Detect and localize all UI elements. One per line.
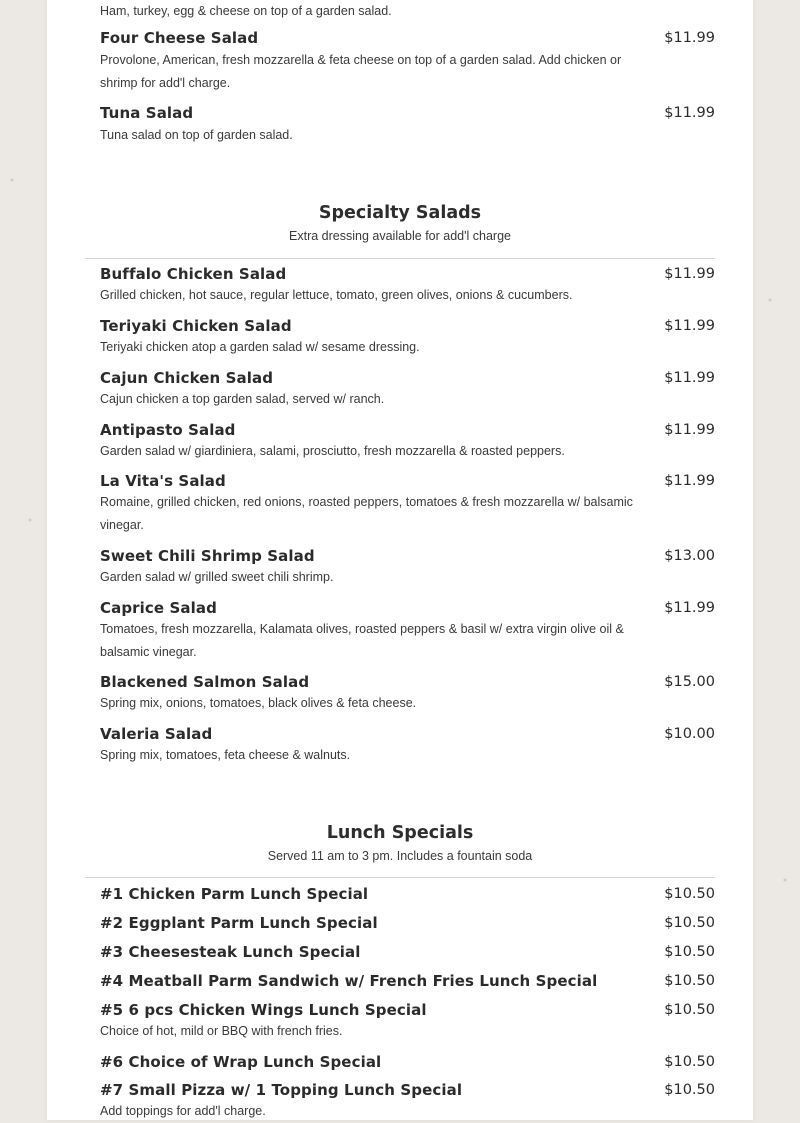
item-name: Blackened Salmon Salad	[100, 673, 310, 691]
item-description: Garden salad w/ giardiniera, salami, prosciutto, fresh mozzarella & roasted peppers.	[100, 444, 565, 458]
item-price: $11.99	[664, 473, 715, 489]
item-price: $10.50	[664, 944, 715, 960]
item-price: $11.99	[664, 266, 715, 282]
menu-item[interactable]	[100, 1000, 715, 1043]
item-name: Tuna Salad	[100, 104, 194, 122]
item-name: Caprice Salad	[100, 599, 217, 617]
item-description: Spring mix, tomatoes, feta cheese & walnuts.	[100, 748, 351, 762]
item-price: $10.50	[664, 973, 715, 989]
item-name: #7 Small Pizza w/ 1 Topping Lunch Special	[100, 1081, 463, 1099]
item-name: Buffalo Chicken Salad	[100, 265, 287, 283]
item-price: $11.99	[664, 370, 715, 386]
menu-item[interactable]	[100, 103, 715, 147]
item-price: $10.50	[664, 886, 715, 902]
item-price: $10.50	[664, 1002, 715, 1018]
menu-item[interactable]	[100, 913, 715, 933]
menu-item[interactable]	[100, 942, 715, 962]
item-description: Ham, turkey, egg & cheese on top of a garden salad.	[100, 4, 392, 18]
item-price: $11.99	[664, 318, 715, 334]
item-description: Grilled chicken, hot sauce, regular lettuce, tomato, green olives, onions & cucumbers.	[100, 288, 573, 302]
item-price: $11.99	[664, 30, 715, 46]
section-divider	[85, 258, 715, 259]
menu-item[interactable]	[100, 884, 715, 904]
menu-item[interactable]	[100, 420, 715, 463]
menu-page	[47, 0, 753, 1120]
menu-item[interactable]	[100, 1080, 715, 1123]
menu-item[interactable]	[100, 971, 715, 991]
item-price: $11.99	[664, 600, 715, 616]
item-price: $10.50	[664, 1054, 715, 1070]
menu-item[interactable]	[100, 672, 715, 715]
menu-item[interactable]	[100, 1052, 715, 1072]
item-price: $10.00	[664, 726, 715, 742]
item-name: Cajun Chicken Salad	[100, 369, 274, 387]
section-header-specialty	[85, 201, 715, 245]
item-price: $13.00	[664, 548, 715, 564]
item-name: #6 Choice of Wrap Lunch Special	[100, 1053, 382, 1071]
item-price: $11.99	[664, 422, 715, 438]
item-name: Teriyaki Chicken Salad	[100, 317, 292, 335]
section-header-lunch	[85, 821, 715, 865]
item-price: $10.50	[664, 915, 715, 931]
item-price: $11.99	[664, 105, 715, 121]
item-name: #2 Eggplant Parm Lunch Special	[100, 914, 378, 932]
menu-item[interactable]	[100, 264, 715, 307]
item-description: Provolone, American, fresh mozzarella & feta cheese on top of a garden salad. Add chicken or shrimp for add'l charge.	[100, 53, 622, 90]
menu-item[interactable]	[100, 471, 715, 537]
item-description: Add toppings for add'l charge.	[100, 1104, 266, 1118]
menu-item[interactable]	[100, 368, 715, 411]
item-name: #1 Chicken Parm Lunch Special	[100, 885, 369, 903]
section-title: Specialty Salads	[318, 203, 482, 223]
item-description: Spring mix, onions, tomatoes, black olives & feta cheese.	[100, 696, 417, 710]
item-price: $15.00	[664, 674, 715, 690]
section-divider	[85, 877, 715, 878]
section-subtitle: Served 11 am to 3 pm. Includes a fountain soda	[267, 849, 533, 863]
item-name: Sweet Chili Shrimp Salad	[100, 547, 315, 565]
item-price: $10.50	[664, 1082, 715, 1098]
menu-item[interactable]	[100, 546, 715, 589]
item-name: #5 6 pcs Chicken Wings Lunch Special	[100, 1001, 427, 1019]
section-title: Lunch Specials	[326, 823, 474, 843]
menu-item[interactable]	[100, 28, 715, 95]
item-name: #3 Cheesesteak Lunch Special	[100, 943, 361, 961]
item-name: #4 Meatball Parm Sandwich w/ French Fries Lunch Special	[100, 972, 598, 990]
menu-item[interactable]	[100, 0, 715, 23]
item-description: Teriyaki chicken atop a garden salad w/ sesame dressing.	[100, 340, 420, 354]
item-description: Tomatoes, fresh mozzarella, Kalamata olives, roasted peppers & basil w/ extra virgin olive oil & balsamic vinegar.	[100, 622, 624, 659]
menu-item[interactable]	[100, 724, 715, 767]
item-name: Valeria Salad	[100, 725, 213, 743]
section-subtitle: Extra dressing available for add'l charge	[289, 229, 511, 243]
menu-item[interactable]	[100, 316, 715, 359]
item-description: Garden salad w/ grilled sweet chili shrimp.	[100, 570, 334, 584]
item-name: Four Cheese Salad	[100, 29, 259, 47]
item-description: Cajun chicken a top garden salad, served w/ ranch.	[100, 392, 385, 406]
item-name: La Vita's Salad	[100, 472, 226, 490]
item-name: Antipasto Salad	[100, 421, 236, 439]
item-description: Choice of hot, mild or BBQ with french fries.	[100, 1024, 343, 1038]
menu-item[interactable]	[100, 598, 715, 664]
item-description: Romaine, grilled chicken, red onions, roasted peppers, tomatoes & fresh mozzarella w/ balsamic vinegar.	[100, 495, 633, 532]
item-description: Tuna salad on top of garden salad.	[100, 128, 293, 142]
